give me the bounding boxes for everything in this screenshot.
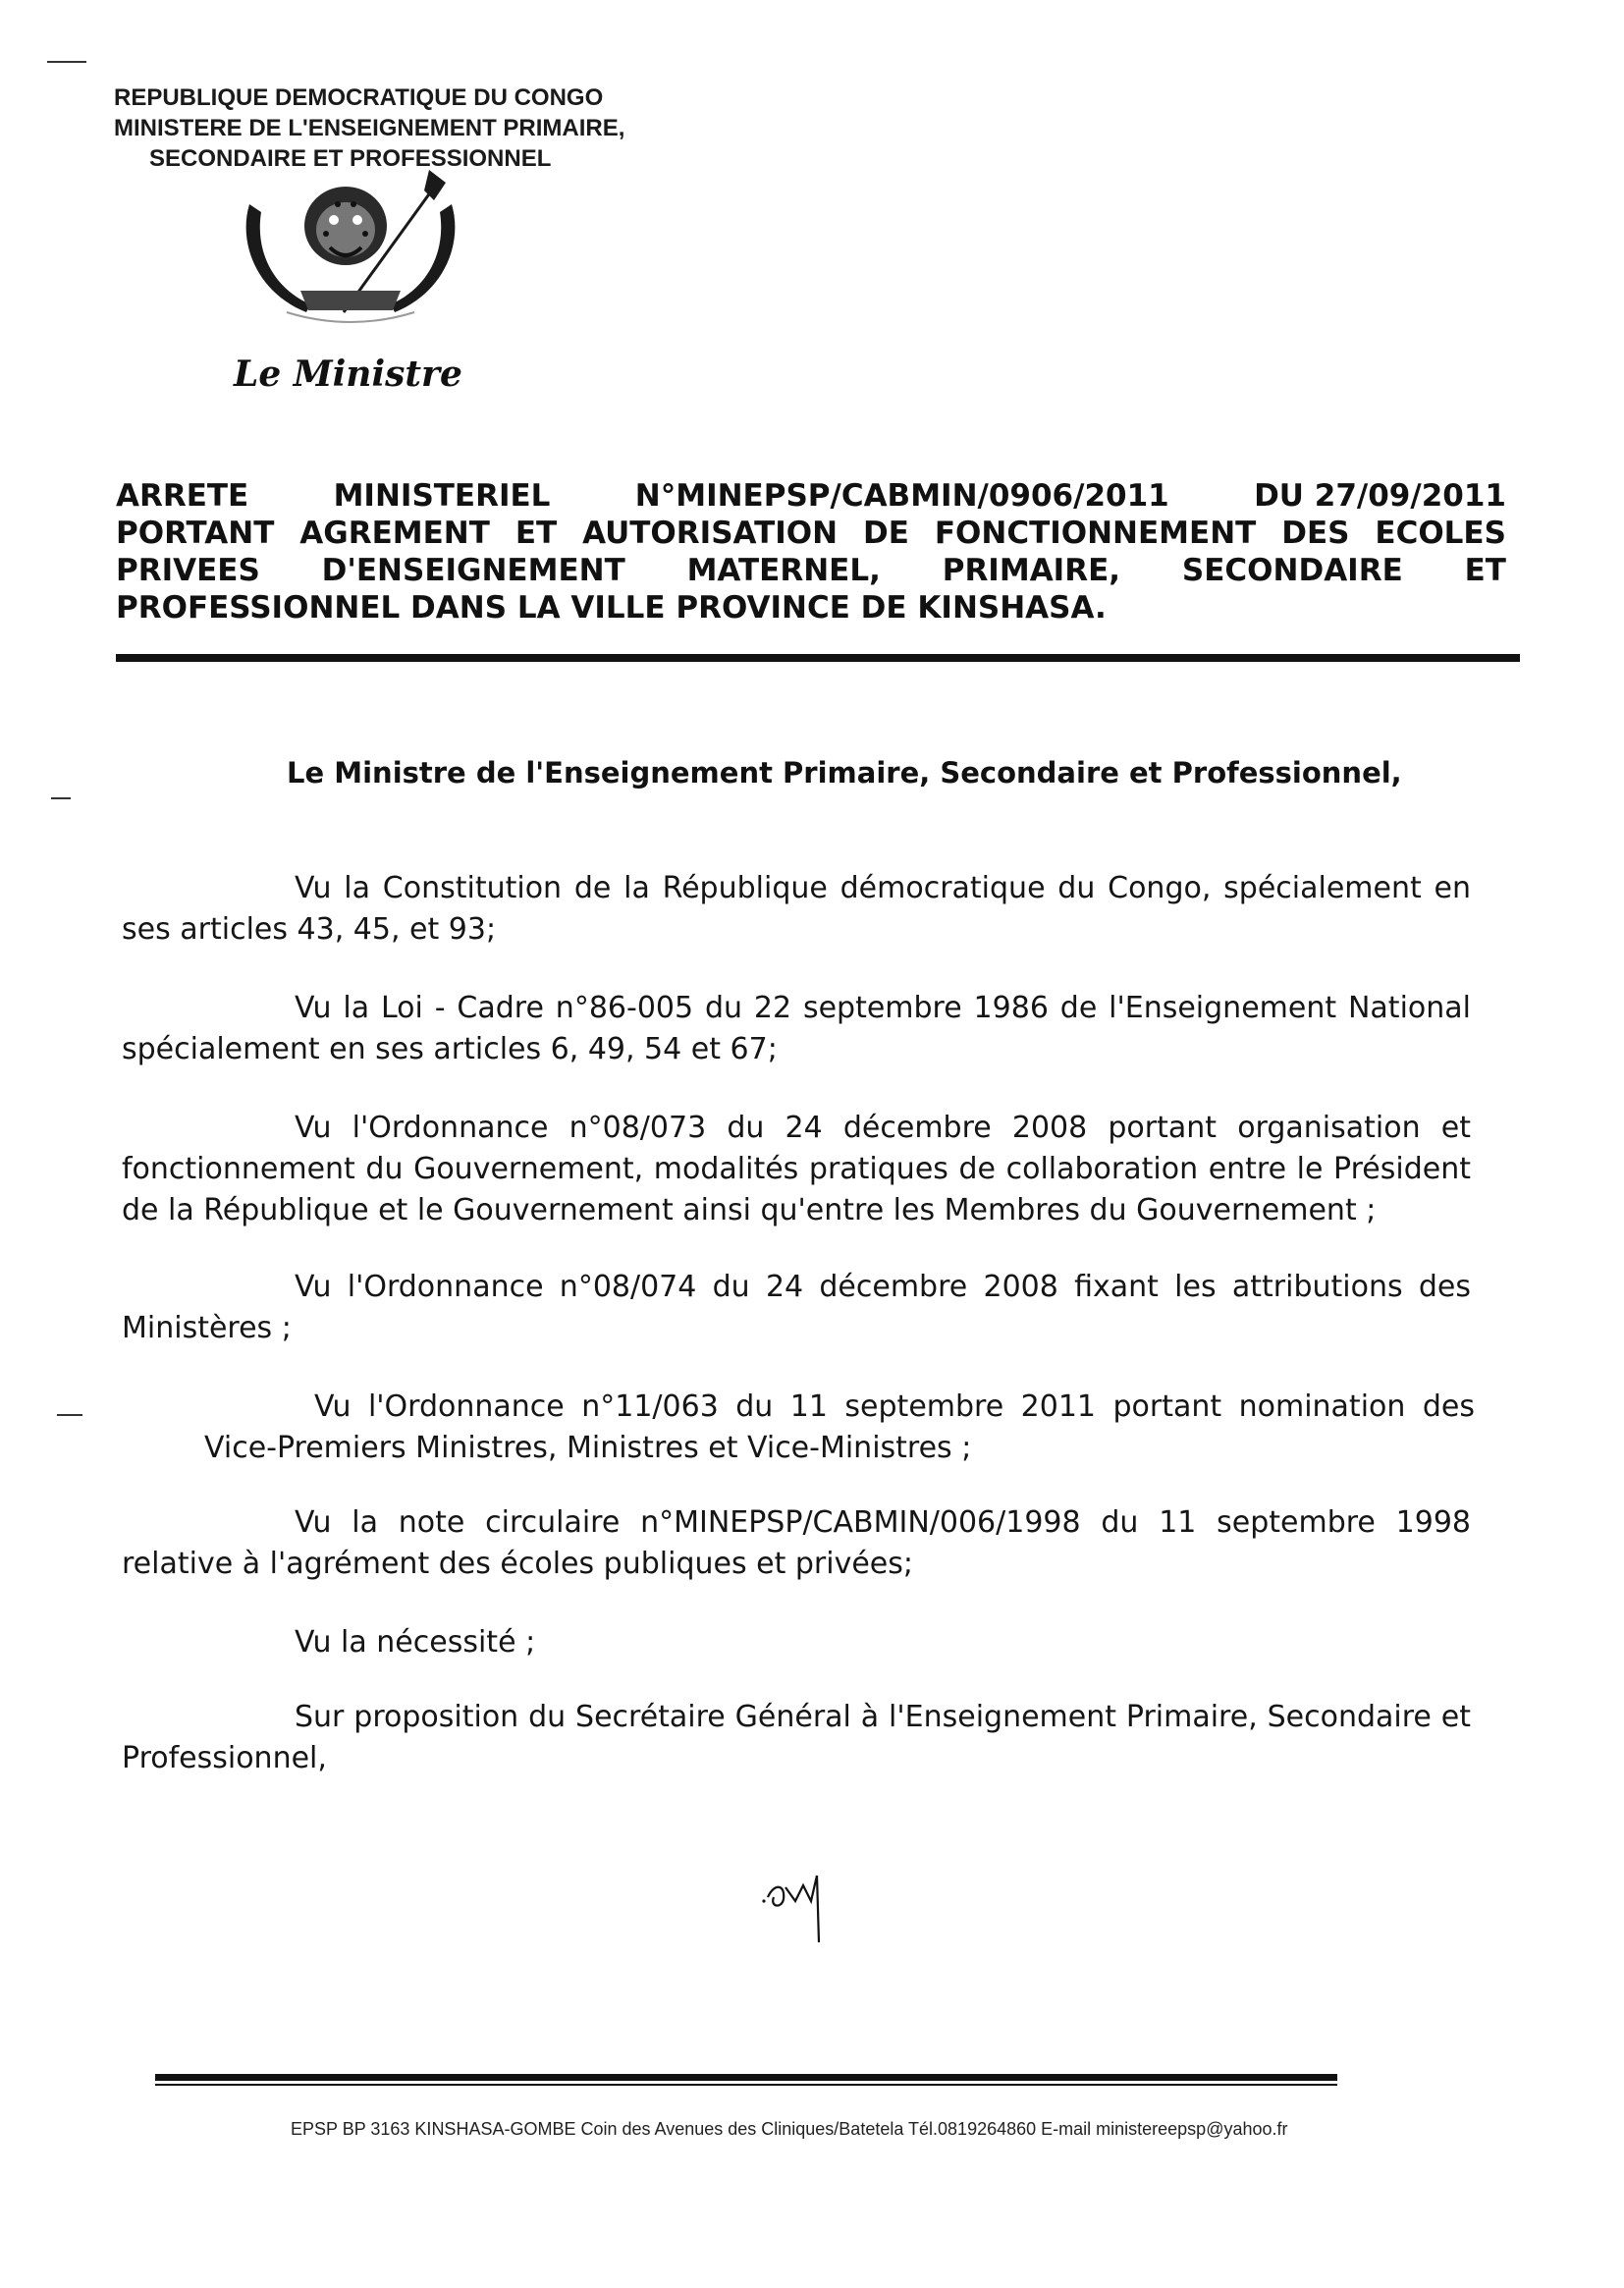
preamble-proposition: Sur proposition du Secrétaire Général à l'Enseignement Primaire, Secondaire et Professionnel, [122, 1700, 1471, 1775]
minister-heading: Le Ministre de l'Enseignement Primaire, Secondaire et Professionnel, [287, 756, 1402, 790]
preamble-ordonnance-08-074: Vu l'Ordonnance n°08/074 du 24 décembre 2008 fixant les attributions des Ministères ; [122, 1270, 1471, 1345]
title-word: ARRETE [116, 478, 249, 514]
title-word: SECONDAIRE [1181, 553, 1403, 588]
title-word: AUTORISATION [582, 516, 839, 551]
title-divider [116, 654, 1520, 662]
letterhead-ministry: MINISTERE DE L'ENSEIGNEMENT PRIMAIRE, [114, 115, 625, 141]
title-word: PRIMAIRE, [942, 553, 1121, 588]
decree-title [116, 477, 1506, 626]
title-word: PROFESSIONNEL DANS LA VILLE PROVINCE DE KINSHASA. [116, 590, 1107, 626]
letterhead-ministry-cont: SECONDAIRE ET PROFESSIONNEL [149, 145, 552, 172]
title-word: MATERNEL, [686, 553, 881, 588]
title-word: AGREMENT [299, 516, 490, 551]
preamble-necessite: Vu la nécessité ; [295, 1625, 536, 1660]
scan-mark [51, 797, 71, 799]
title-word: ET [514, 516, 558, 551]
decree-date: DU 27/09/2011 [1254, 478, 1506, 514]
preamble-ordonnance-11-063: Vu l'Ordonnance n°11/063 du 11 septembre 2011 portant nomination des Vice-Premiers Ministres, Ministres et Vice-Ministres ; [204, 1389, 1475, 1465]
decree-title-line [116, 477, 1506, 515]
letterhead-country: REPUBLIQUE DEMOCRATIQUE DU CONGO [114, 84, 604, 111]
title-word: ET [1464, 553, 1506, 588]
letterhead [114, 82, 624, 174]
title-word: D'ENSEIGNEMENT [321, 553, 625, 588]
decree-number: N°MINEPSP/CABMIN/0906/2011 [634, 478, 1169, 514]
scan-mark [47, 61, 86, 63]
preamble-note-circulaire: Vu la note circulaire n°MINEPSP/CABMIN/006/1998 du 11 septembre 1998 relative à l'agrément des écoles publiques et privées; [122, 1505, 1471, 1581]
title-word: MINISTERIEL [333, 478, 551, 514]
decree-title-line [116, 515, 1506, 552]
title-word: DE [863, 516, 909, 551]
minister-caption: Le Ministre [234, 354, 462, 395]
footer-divider-thin [155, 2084, 1337, 2086]
title-word: PRIVEES [116, 553, 260, 588]
title-word: PORTANT [116, 516, 275, 551]
preamble-loi-cadre: Vu la Loi - Cadre n°86-005 du 22 septembre 1986 de l'Enseignement National spécialement en ses articles 6, 49, 54 et 67; [122, 991, 1471, 1066]
decree-title-line [116, 589, 1506, 626]
initials-signature [756, 1858, 844, 1946]
scan-mark [57, 1414, 82, 1416]
coat-of-arms-leopard-icon [228, 165, 473, 332]
preamble-constitution: Vu la Constitution de la République démocratique du Congo, spécialement en ses articles 43, 45, et 93; [122, 871, 1471, 947]
title-word: FONCTIONNEMENT [934, 516, 1257, 551]
title-word: DES [1281, 516, 1350, 551]
title-word: ECOLES [1375, 516, 1506, 551]
footer-divider [155, 2074, 1337, 2081]
preamble-ordonnance-08-073: Vu l'Ordonnance n°08/073 du 24 décembre 2008 portant organisation et fonctionnement du Gouvernement, modalités pratiques de collaboration entre le Président de la République et le Gouvernement ainsi qu'entre les Membres du Gouvernement ; [122, 1111, 1471, 1227]
footer-contact: EPSP BP 3163 KINSHASA-GOMBE Coin des Avenues des Cliniques/Batetela Tél.0819264860 E-mail ministereepsp@yahoo.fr [291, 2119, 1288, 2139]
decree-title-line [116, 552, 1506, 589]
